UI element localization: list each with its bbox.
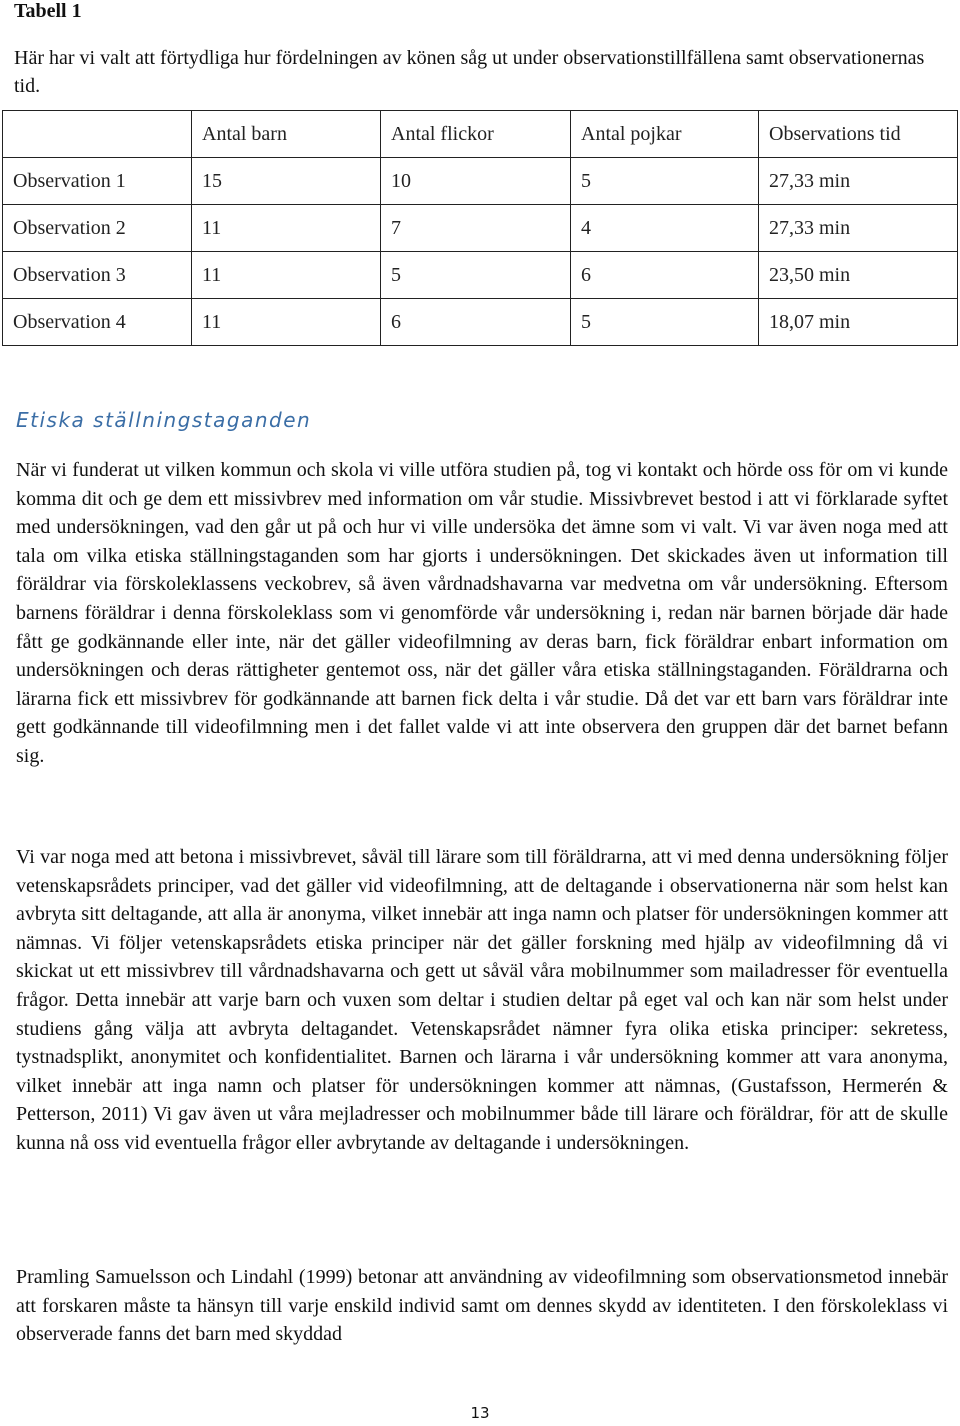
table-cell: 7 xyxy=(381,205,571,252)
table-row xyxy=(3,205,958,252)
table-cell: 23,50 min xyxy=(759,252,958,299)
table-header-cell: Antal flickor xyxy=(381,111,571,158)
table-cell: 6 xyxy=(381,299,571,346)
table-cell: 15 xyxy=(192,158,381,205)
table-cell: 5 xyxy=(381,252,571,299)
table-cell: 11 xyxy=(192,252,381,299)
table-cell: Observation 4 xyxy=(3,299,192,346)
body-paragraph: När vi funderat ut vilken kommun och skola vi ville utföra studien på, tog vi kontakt och hörde oss för om vi kunde komma dit och ge dem ett missivbrev med information om vår studie. Missivbrevet bestod i att vi förklarade syftet med undersökningen, vad den går ut på och hur vi ville undersöka det ämne som vi valt. Vi var även noga med att tala om vilka etiska ställningstaganden som har gjorts i undersökningen. Det skickades även ut information till föräldrar via förskoleklassens veckobrev, så även vårdnadshavarna var medvetna om vår undersökning. Eftersom barnens föräldrar i denna förskoleklass som vi genomförde vår undersökning i, redan när barnen började där hade fått ge godkännande eller inte, när det gäller videofilmning av deras barn, fick föräldrar enbart information om undersökningen och deras rättigheter gentemot oss, när det gäller våra etiska ställningstaganden. Föräldrarna och lärarna fick ett missivbrev för godkännande att barnen fick delta i vår studie. Då det var ett barn vars föräldrar inte gett godkännande till videofilmning men i det fallet valde vi att inte observera den gruppen där det barnet befann sig. xyxy=(16,459,948,767)
table-header-cell: Antal barn xyxy=(192,111,381,158)
table-cell: 27,33 min xyxy=(759,205,958,252)
table-cell: 27,33 min xyxy=(759,158,958,205)
table-header-row xyxy=(3,111,958,158)
table-cell: 6 xyxy=(571,252,759,299)
table-row xyxy=(3,299,958,346)
table-cell: 5 xyxy=(571,158,759,205)
table-cell: 5 xyxy=(571,299,759,346)
table-row xyxy=(3,158,958,205)
table-header-cell xyxy=(3,111,192,158)
intro-text: Här har vi valt att förtydliga hur fördelningen av könen såg ut under observationstillfällena samt observationernas tid. xyxy=(14,47,925,97)
table-cell: 11 xyxy=(192,299,381,346)
body-paragraph: Vi var noga med att betona i missivbrevet, såväl till lärare som till föräldrarna, att vi med denna undersökning följer vetenskapsrådets principer, vad det gäller vid videofilmning, att de deltagande i observationerna när som helst kan avbryta sitt deltagande, att alla är anonyma, vilket innebär att inga namn och platser för undersökningen kommer att nämnas. Vi följer vetenskapsrådets etiska principer när det gäller forskning med hjälp av videofilmning då vi skickat ut ett missivbrev till vårdnadshavarna och gett ut såväl våra mobilnummer som mailadresser för eventuella frågor. Detta innebär att varje barn och vuxen som deltar i studien deltar på eget val och kan när som helst under studiens gång välja att avbryta deltagandet. Vetenskapsrådet nämner fyra olika etiska principer: sekretess, tystnadsplikt, anonymitet och konfidentialitet. Barnen och lärarna i vår undersökning kommer att vara anonyma, vilket innebär att inga namn och platser för undersökningen kommer att nämnas, (Gustafsson, Hermerén & Petterson, 2011) Vi gav även ut våra mejladresser och mobilnummer både till lärare och föräldrar, för att de skulle kunna nå oss vid eventuella frågor eller avbrytande av deltagande i undersökningen. xyxy=(16,846,948,1154)
table-cell: Observation 2 xyxy=(3,205,192,252)
table-header-cell: Antal pojkar xyxy=(571,111,759,158)
page-number: 13 xyxy=(470,1404,490,1422)
observation-table xyxy=(2,110,958,346)
table-caption-title: Tabell 1 xyxy=(14,0,82,22)
section-heading: Etiska ställningstaganden xyxy=(16,408,312,432)
table-cell: 4 xyxy=(571,205,759,252)
table-cell: Observation 1 xyxy=(3,158,192,205)
table-cell: 18,07 min xyxy=(759,299,958,346)
table-cell: Observation 3 xyxy=(3,252,192,299)
table-header-cell: Observations tid xyxy=(759,111,958,158)
table-cell: 11 xyxy=(192,205,381,252)
table-row xyxy=(3,252,958,299)
table-cell: 10 xyxy=(381,158,571,205)
body-paragraph: Pramling Samuelsson och Lindahl (1999) betonar att användning av videofilmning som observationsmetod innebär att forskaren måste ta hänsyn till varje enskild individ samt om dennes skydd av identiteten. I den förskoleklass vi observerade fanns det barn med skyddad xyxy=(16,1266,948,1346)
